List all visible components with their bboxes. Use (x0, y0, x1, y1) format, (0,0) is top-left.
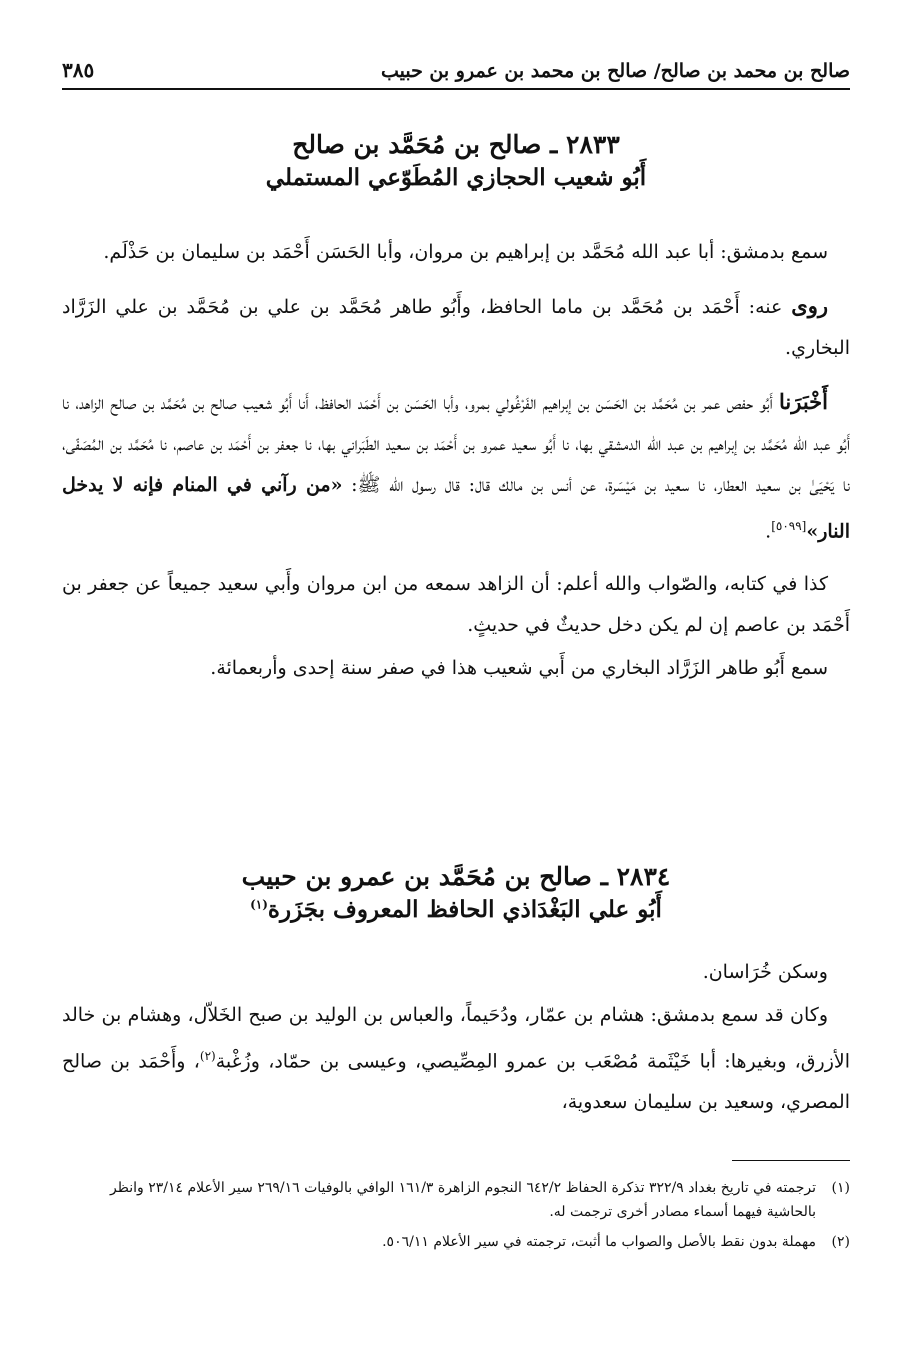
entry-subtitle-text: أَبُو علي البَغْدَاذي الحافظ المعروف بجَزَرة (267, 895, 662, 923)
paragraph-hadith (62, 381, 850, 552)
hadith-chain: أَبُو حفص عمر بن مُحَمَّد بن الحَسَن بن إبراهيم الفَرْغُولي بمرو، وأبا الحَسَن بن أَحْمَد الحافظ، أَنا أَبُو شعيب صالح بن مُحَمَّد بن صالح الزاهد، نا أَبُو عبد الله مُحَمَّد بن إبراهيم بن عبد الله الدمشقي بها، نا أَبُو سعيد عمرو بن أَحْمَد بن سعيد الطَبَراني بها، نا جعفر بن أَحْمَد بن عاصم، نا مُحَمَّد بن المُصَفّى، نا يَحْيَىٰ بن سعيد العطار، نا سعيد بن مَيْسَرة، عن أنس بن مالك قال: قال رسول الله ﷺ: (62, 392, 850, 496)
hadith-quote: «من رآني في المنام فإنه لا يدخل النار» (62, 474, 850, 543)
hadith-end: . (765, 520, 772, 543)
footnote (62, 1230, 850, 1254)
entry-2834-body (62, 952, 850, 1135)
footnote (62, 1176, 850, 1224)
narrated-lead: روى (791, 293, 828, 318)
footnote-number: (١) (831, 1180, 850, 1196)
paragraph-note: كذا في كتابه، والصّواب والله أعلم: أن الزاهد سمعه من ابن مروان وأَبي سعيد جميعاً عن جعفر بن أَحْمَد بن عاصم إن لم يكن دخل حديثٌ في حديثٍ. (62, 573, 850, 637)
narrated-text: عنه: أَحْمَد بن مُحَمَّد بن ماما الحافظ، وأَبُو طاهر مُحَمَّد بن علي بن مُحَمَّد بن علي الزَرَّاد البخاري. (62, 296, 850, 359)
paragraph-heard: سمع بدمشق: أبا عبد الله مُحَمَّد بن إبراهيم بن مروان، وأبا الحَسَن أَحْمَد بن سليمان بن حَذْلَم. (103, 241, 828, 263)
footnote-text: ترجمته في تاريخ بغداد ٣٢٢/٩ تذكرة الحفاظ ٦٤٢/٢ النجوم الزاهرة ١٦١/٣ الوافي بالوفيات ٢٦٩/١٦ سير الأعلام ٢٣/١٤ وانظر بالحاشية فيهما أسماء مصادر أخرى ترجمت له. (110, 1180, 816, 1220)
entry-subtitle (62, 894, 850, 925)
paragraph-narrated (62, 285, 850, 369)
paragraph-heard (62, 995, 850, 1123)
entry-title: ٢٨٣٣ ـ صالح بن مُحَمَّد بن صالح (292, 130, 620, 159)
paragraph-resided: وسكن خُرَاسان. (702, 961, 828, 983)
footnotes (62, 1176, 850, 1260)
entry-2834-heading (62, 860, 850, 925)
entry-2833-heading (62, 128, 850, 193)
running-title: صالح بن محمد بن صالح/ صالح بن محمد بن عمرو بن حبيب (380, 60, 850, 82)
footnote-ref: (١) (250, 897, 268, 912)
footnote-number: (٢) (831, 1234, 850, 1250)
entry-subtitle: أَبُو شعيب الحجازي المُطَوّعي المستملي (265, 163, 647, 191)
heard-text: وكان قد سمع بدمشق: هشام بن عمّار، ودُحَيماً، والعباس بن الوليد بن صبح الخَلاّل، وهشام بن خالد الأزرق، وبغيرها: أبا خَيْثَمة مُصْعَب بن عمرو المِصِّيصي، وعيسى بن حمّاد، وزُغْبة (62, 1004, 850, 1073)
heard-text-end: ، وأَحْمَد بن صالح المصري، وسعيد بن سليمان سعدوية، (62, 1050, 850, 1114)
page-number: ٣٨٥ (62, 58, 95, 82)
entry-title: ٢٨٣٤ ـ صالح بن مُحَمَّد بن عمرو بن حبيب (241, 862, 671, 891)
hadith-lead: أَخْبَرَنا (779, 389, 828, 414)
paragraph-heard-date: سمع أَبُو طاهر الزَرَّاد البخاري من أَبي شعيب هذا في صفر سنة إحدى وأربعمائة. (210, 657, 828, 680)
footnote-text: مهملة بدون نقط بالأصل والصواب ما أثبت، ترجمته في سير الأعلام ٥٠٦/١١. (382, 1234, 816, 1250)
entry-2833-body (62, 232, 850, 701)
footnote-divider (732, 1160, 850, 1161)
footnote-ref: (٢) (199, 1049, 216, 1063)
hadith-number: [٥٠٩٩] (771, 519, 807, 533)
running-header (62, 58, 850, 90)
